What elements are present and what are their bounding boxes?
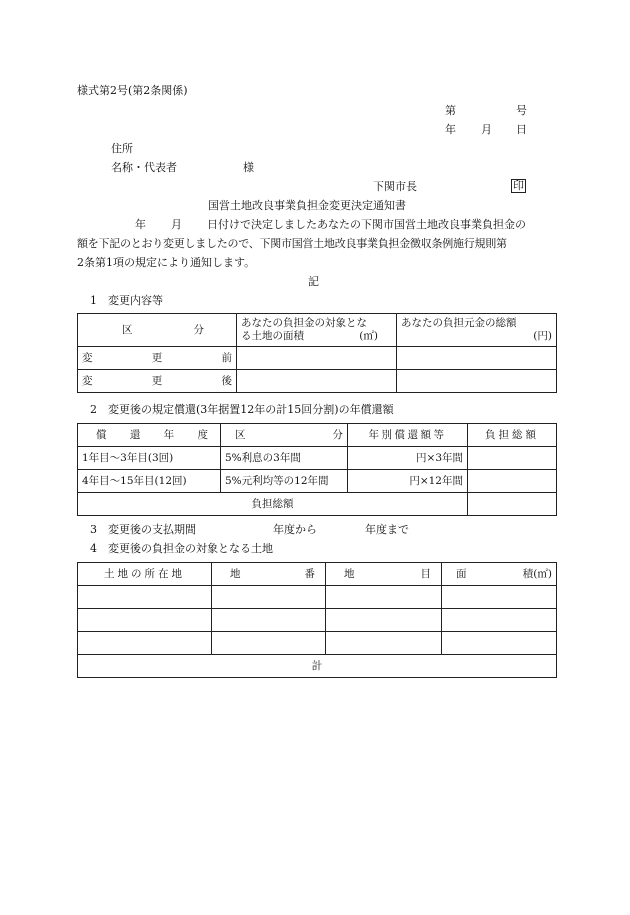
header-chiban-char1: 地: [230, 567, 241, 580]
seal-text: 印: [513, 179, 524, 192]
repayment-row1-kubun: 5%利息の3年間: [221, 447, 348, 470]
land-row: [78, 586, 557, 609]
header-year-char4: 度: [197, 428, 208, 441]
row-after-char2: 更: [151, 374, 163, 387]
payment-period-to: 年度まで: [365, 523, 409, 536]
land-row2-chimoku: [326, 609, 442, 632]
repayment-row2-year: 4年目～15年目(12回): [78, 470, 221, 493]
header-year-char1: 償: [96, 428, 107, 441]
header-chimoku-char1: 地: [344, 567, 355, 580]
date-month-label: 月: [481, 123, 492, 136]
header-year-char2: 還: [129, 428, 141, 441]
honorific-sama: 様: [243, 161, 254, 174]
land-row2-location: [78, 609, 212, 632]
doc-number-suffix: 号: [516, 104, 527, 117]
header-chimoku-char2: 目: [420, 567, 431, 580]
row-before-char3: 前: [221, 351, 232, 364]
header-area2-cell: [442, 563, 557, 586]
row-before-char1: 変: [82, 351, 93, 364]
body-line1-text: 日付けで決定しましたあなたの下関市国営土地改良事業負担金の: [207, 218, 526, 231]
change-summary-header-row: [78, 314, 557, 347]
date-day-label: 日: [516, 123, 527, 136]
land-row2-area: [442, 609, 557, 632]
land-row1-location: [78, 586, 212, 609]
header-kubun2-char2: 分: [332, 428, 343, 441]
land-row3-area: [442, 632, 557, 655]
section4-heading: 4 変更後の負担金の対象となる土地: [90, 542, 273, 555]
row-after-char1: 変: [82, 374, 93, 387]
repayment-footer-value: [468, 493, 557, 516]
change-after-total-cell: [397, 370, 557, 393]
land-row2-chiban: [212, 609, 326, 632]
header-area-cell: [237, 314, 397, 347]
row-after-char3: 後: [221, 374, 232, 387]
land-row: [78, 632, 557, 655]
repayment-row: [78, 470, 557, 493]
change-before-total-cell: [397, 347, 557, 370]
land-row3-location: [78, 632, 212, 655]
header-year-cell: [78, 424, 221, 447]
change-after-row: [78, 370, 557, 393]
name-representative-label: 名称・代表者: [111, 161, 177, 174]
land-row1-area: [442, 586, 557, 609]
payment-period-from: 年度から: [273, 523, 317, 536]
body-line3: 2条第1項の規定により通知します。: [77, 256, 256, 269]
sender-title: 下関市長: [373, 180, 417, 193]
header-area-line1: あなたの負担金の対象とな: [241, 317, 367, 329]
change-before-row: [78, 347, 557, 370]
repayment-row2-kubun: 5%元利均等の12年間: [221, 470, 348, 493]
body-line1-year: 年: [135, 218, 146, 231]
land-row1-chimoku: [326, 586, 442, 609]
land-footer-label: 計: [78, 655, 557, 678]
section3-heading: 3 変更後の支払期間: [90, 523, 196, 536]
section2-heading: 2 変更後の規定償還(3年据置12年の計15回分割)の年償還額: [90, 403, 394, 416]
header-total-cell: [397, 314, 557, 347]
land-row3-chiban: [212, 632, 326, 655]
header-chiban-cell: [212, 563, 326, 586]
header-area-unit: (㎡): [359, 330, 378, 342]
seal-mark: [511, 179, 526, 193]
repayment-table: [77, 423, 557, 516]
change-before-label-cell: [78, 347, 237, 370]
header-area2-char1: 面: [456, 567, 467, 580]
header-kubun-char1: 区: [122, 323, 133, 336]
repayment-row1-year: 1年目～3年目(3回): [78, 447, 221, 470]
header-kubun-char2: 分: [193, 323, 204, 336]
header-burden-total: 負担総額: [468, 424, 557, 447]
change-after-label-cell: [78, 370, 237, 393]
land-row: [78, 609, 557, 632]
repayment-footer-label: 負担総額: [78, 493, 468, 516]
header-total-unit: (円): [533, 330, 552, 342]
doc-number-prefix: 第: [445, 104, 456, 117]
document-title: 国営土地改良事業負担金変更決定通知書: [208, 199, 406, 212]
change-summary-table: [77, 313, 557, 393]
land-table: [77, 562, 557, 678]
header-kubun2-cell: [221, 424, 348, 447]
land-row3-chimoku: [326, 632, 442, 655]
ki-marker: 記: [308, 275, 319, 288]
repayment-row1-total: [468, 447, 557, 470]
header-kubun-cell: [78, 314, 237, 347]
form-number: 様式第2号(第2条関係): [77, 84, 188, 97]
row-before-char2: 更: [151, 351, 163, 364]
address-label: 住所: [111, 142, 133, 155]
header-area-line2: る土地の面積: [241, 330, 304, 342]
header-area2-char2: 積(㎡): [522, 567, 552, 580]
header-chimoku-cell: [326, 563, 442, 586]
land-footer-row: [78, 655, 557, 678]
repayment-row1-annual: 円×3年間: [348, 447, 468, 470]
land-row1-chiban: [212, 586, 326, 609]
repayment-row: [78, 447, 557, 470]
section1-heading: 1 変更内容等: [90, 294, 163, 307]
change-before-area-cell: [237, 347, 397, 370]
header-total-line1: あなたの負担元金の総額: [401, 317, 517, 329]
repayment-header-row: [78, 424, 557, 447]
header-annual: 年別償還額等: [348, 424, 468, 447]
header-chiban-char2: 番: [304, 567, 315, 580]
repayment-row2-total: [468, 470, 557, 493]
header-year-char3: 年: [163, 428, 175, 441]
repayment-row2-annual: 円×12年間: [348, 470, 468, 493]
repayment-footer-row: [78, 493, 557, 516]
land-header-row: [78, 563, 557, 586]
body-line2: 額を下記のとおり変更しましたので、下関市国営土地改良事業負担金徴収条例施行規則第: [77, 237, 507, 250]
change-after-area-cell: [237, 370, 397, 393]
date-year-label: 年: [445, 123, 456, 136]
header-kubun2-char1: 区: [235, 428, 246, 441]
header-location: 土地の所在地: [78, 563, 212, 586]
body-line1-month: 月: [171, 218, 182, 231]
